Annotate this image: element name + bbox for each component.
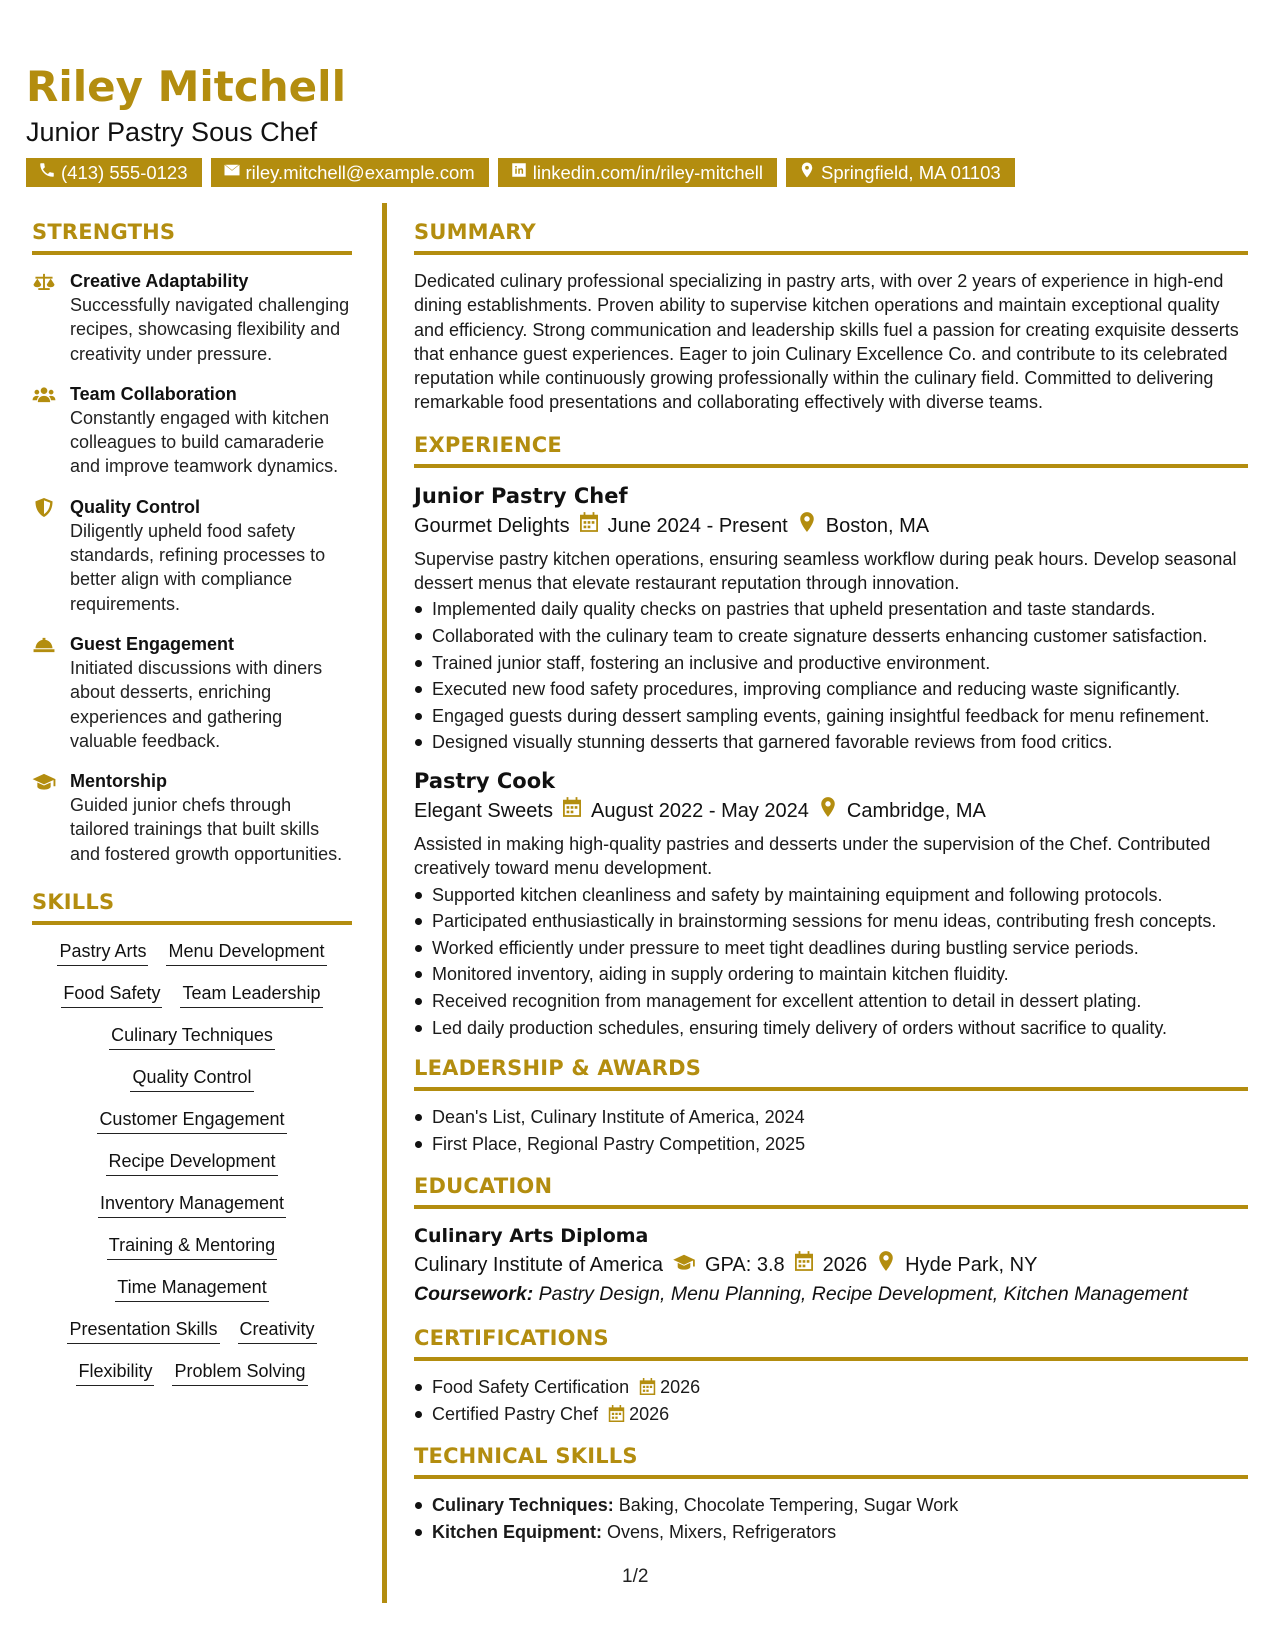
list-item: Dean's List, Culinary Institute of America, 2024 <box>414 1105 1248 1129</box>
strength-desc: Diligently upheld food safety standards, refining processes to better align with compliance requirements. <box>70 520 326 614</box>
list-item: Collaborated with the culinary team to create signature desserts enhancing customer satisfaction. <box>414 624 1248 648</box>
list-item: Supported kitchen cleanliness and safety by maintaining equipment and following protocols. <box>414 883 1248 907</box>
summary-text: Dedicated culinary professional specializing in pastry arts, with over 2 years of experience in high-end dining establishments. Proven ability to supervise kitchen operations and maintain exceptional quality and efficiency. Strong communication and leadership skills fuel a passion for creating exquisite desserts that enhance guest experiences. Eager to join Culinary Excellence Co. and contribute to its celebrated reputation while continuously growing professionally within the culinary field. Committed to delivering remarkable food presentations and collaborating effectively with diverse teams. <box>414 271 1239 413</box>
contact-location-text: Springfield, MA 01103 <box>821 162 1001 183</box>
job-company: Gourmet Delights <box>414 514 570 537</box>
contact-location <box>786 158 1015 187</box>
contact-email-text: riley.mitchell@example.com <box>245 162 475 183</box>
cert-name: Certified Pastry Chef <box>432 1403 599 1424</box>
job-meta <box>414 796 1248 826</box>
service-bell-icon <box>32 632 58 753</box>
leadership-heading: LEADERSHIP & AWARDS <box>414 1056 702 1081</box>
cert-year: 2026 <box>660 1377 701 1398</box>
contact-linkedin[interactable] <box>498 158 777 187</box>
section-rule <box>414 1357 1248 1361</box>
school-location: Hyde Park, NY <box>905 1254 1038 1277</box>
graduation-year: 2026 <box>822 1254 868 1277</box>
coursework <box>414 1280 1248 1308</box>
job-description: Supervise pastry kitchen operations, ensuring seamless workflow during peak hours. Develop seasonal dessert menus that elevate restaurant reputation through innovation. <box>414 548 1237 594</box>
list-item: Participated enthusiastically in brainstorming sessions for menu ideas, contributing fresh concepts. <box>414 909 1248 933</box>
contact-phone-text: (413) 555-0123 <box>61 162 188 183</box>
right-column <box>414 218 1248 1547</box>
calendar-icon <box>580 511 598 541</box>
list-item: Engaged guests during dessert sampling events, gaining insightful feedback for menu refinement. <box>414 704 1248 728</box>
left-column <box>32 218 352 1386</box>
skills-heading: SKILLS <box>32 890 115 915</box>
list-item <box>414 1493 1248 1517</box>
education-heading: EDUCATION <box>414 1174 553 1199</box>
job-entry <box>414 482 1248 755</box>
skill-tag: Inventory Management <box>98 1191 286 1218</box>
resume-header <box>26 60 1256 187</box>
cert-name: Food Safety Certification <box>432 1377 630 1398</box>
job-dates: June 2024 - Present <box>607 514 788 537</box>
list-item: Implemented daily quality checks on pastries that upheld presentation and taste standards. <box>414 597 1248 621</box>
skill-tag: Creativity <box>238 1317 317 1344</box>
skill-tag: Team Leadership <box>180 981 322 1008</box>
tech-label: Culinary Techniques: <box>432 1495 614 1516</box>
strength-item <box>32 769 352 866</box>
graduation-cap-icon <box>673 1250 695 1280</box>
column-divider <box>382 203 387 1603</box>
list-item: Executed new food safety procedures, improving compliance and reducing waste significantly. <box>414 677 1248 701</box>
strength-title: Mentorship <box>70 771 167 792</box>
skill-tag: Food Safety <box>61 981 162 1008</box>
summary-heading: SUMMARY <box>414 220 536 244</box>
skill-tag: Menu Development <box>166 939 326 966</box>
skill-tag: Quality Control <box>130 1065 253 1092</box>
list-item <box>414 1520 1248 1544</box>
contact-phone <box>26 158 202 187</box>
section-rule <box>414 251 1248 255</box>
tech-value: Ovens, Mixers, Refrigerators <box>607 1522 837 1543</box>
education-entry <box>414 1223 1248 1308</box>
list-item: Received recognition from management for excellent attention to detail in dessert plating. <box>414 989 1248 1013</box>
section-rule <box>414 464 1248 468</box>
gpa: GPA: 3.8 <box>705 1254 785 1277</box>
strength-item <box>32 382 352 479</box>
candidate-name: Riley Mitchell <box>26 62 346 111</box>
experience-heading: EXPERIENCE <box>414 432 562 457</box>
school-name: Culinary Institute of America <box>414 1254 663 1277</box>
strength-title: Guest Engagement <box>70 633 235 654</box>
section-rule <box>414 1205 1248 1209</box>
map-pin-icon <box>798 511 816 541</box>
map-pin-icon <box>819 796 837 826</box>
scale-icon <box>32 269 58 366</box>
list-item: Worked efficiently under pressure to meet tight deadlines during bustling service periods. <box>414 936 1248 960</box>
calendar-icon <box>639 1377 656 1394</box>
coursework-label: Coursework: <box>414 1283 534 1306</box>
strengths-heading: STRENGTHS <box>32 220 176 244</box>
job-description: Assisted in making high-quality pastries and desserts under the supervision of the Chef. Contributed creatively toward menu development. <box>414 833 1211 879</box>
list-item: First Place, Regional Pastry Competition, 2025 <box>414 1132 1248 1156</box>
list-item <box>414 1375 1248 1399</box>
technical-skills-heading: TECHNICAL SKILLS <box>414 1444 638 1469</box>
skill-tag: Culinary Techniques <box>109 1023 275 1050</box>
coursework-text: Pastry Design, Menu Planning, Recipe Development, Kitchen Management <box>538 1283 1188 1306</box>
list-item <box>414 1402 1248 1426</box>
strength-desc: Guided junior chefs through tailored trainings that built skills and fostered growth opportunities. <box>70 795 343 864</box>
section-rule <box>414 1087 1248 1091</box>
section-rule <box>414 1475 1248 1479</box>
users-icon <box>32 382 58 479</box>
calendar-icon <box>795 1250 813 1280</box>
section-rule <box>32 921 352 925</box>
section-rule <box>32 251 352 255</box>
skill-tag: Problem Solving <box>172 1359 307 1386</box>
skill-tag: Presentation Skills <box>67 1317 219 1344</box>
job-title: Pastry Cook <box>414 768 556 793</box>
strength-item <box>32 269 352 366</box>
linkedin-icon <box>510 158 528 187</box>
strength-title: Creative Adaptability <box>70 271 249 291</box>
shield-icon <box>32 495 58 616</box>
skill-tag: Customer Engagement <box>97 1107 286 1134</box>
cert-year: 2026 <box>629 1403 670 1424</box>
job-title: Junior Pastry Chef <box>414 483 628 508</box>
job-bullets <box>414 883 1248 1040</box>
contact-email[interactable] <box>211 158 489 187</box>
strength-desc: Successfully navigated challenging recipes, showcasing flexibility and creativity under pressure. <box>70 295 350 364</box>
certifications-heading: CERTIFICATIONS <box>414 1326 609 1351</box>
strength-item <box>32 495 352 616</box>
strength-title: Quality Control <box>70 496 200 517</box>
tech-value: Baking, Chocolate Tempering, Sugar Work <box>618 1495 959 1516</box>
list-item: Designed visually stunning desserts that garnered favorable reviews from food critics. <box>414 730 1248 754</box>
strength-desc: Initiated discussions with diners about desserts, enriching experiences and gathering valuable feedback. <box>70 657 323 751</box>
strength-item <box>32 632 352 753</box>
map-pin-icon <box>877 1250 895 1280</box>
map-pin-icon <box>798 158 816 187</box>
list-item: Led daily production schedules, ensuring timely delivery of orders without sacrifice to quality. <box>414 1016 1248 1040</box>
skills-list <box>32 939 352 1386</box>
graduation-cap-icon <box>32 769 58 866</box>
degree-title: Culinary Arts Diploma <box>414 1225 649 1248</box>
job-entry <box>414 767 1248 1040</box>
page-number: 1/2 <box>622 1566 649 1587</box>
job-bullets <box>414 597 1248 754</box>
list-item: Monitored inventory, aiding in supply ordering to maintain kitchen fluidity. <box>414 962 1248 986</box>
contact-bar <box>26 158 1256 187</box>
candidate-role: Junior Pastry Sous Chef <box>26 117 318 147</box>
phone-icon <box>38 158 56 187</box>
skill-tag: Recipe Development <box>106 1149 277 1176</box>
skill-tag: Training & Mentoring <box>107 1233 277 1260</box>
calendar-icon <box>563 796 581 826</box>
leadership-list <box>414 1105 1248 1156</box>
list-item: Trained junior staff, fostering an inclusive and productive environment. <box>414 651 1248 675</box>
strength-title: Team Collaboration <box>70 383 237 404</box>
technical-skills-list <box>414 1493 1248 1544</box>
calendar-icon <box>608 1404 625 1421</box>
skill-tag: Pastry Arts <box>57 939 148 966</box>
strength-desc: Constantly engaged with kitchen colleagues to build camaraderie and improve teamwork dynamics. <box>70 407 339 477</box>
skill-tag: Flexibility <box>76 1359 154 1386</box>
tech-label: Kitchen Equipment: <box>432 1522 602 1543</box>
job-location: Cambridge, MA <box>846 799 986 822</box>
contact-linkedin-text: linkedin.com/in/riley-mitchell <box>532 162 764 183</box>
job-location: Boston, MA <box>825 514 930 537</box>
job-dates: August 2022 - May 2024 <box>590 799 809 822</box>
certifications-list <box>414 1375 1248 1426</box>
envelope-icon <box>223 158 241 187</box>
job-company: Elegant Sweets <box>414 799 553 822</box>
education-meta <box>414 1250 1248 1280</box>
job-meta <box>414 511 1248 541</box>
skill-tag: Time Management <box>115 1275 268 1302</box>
